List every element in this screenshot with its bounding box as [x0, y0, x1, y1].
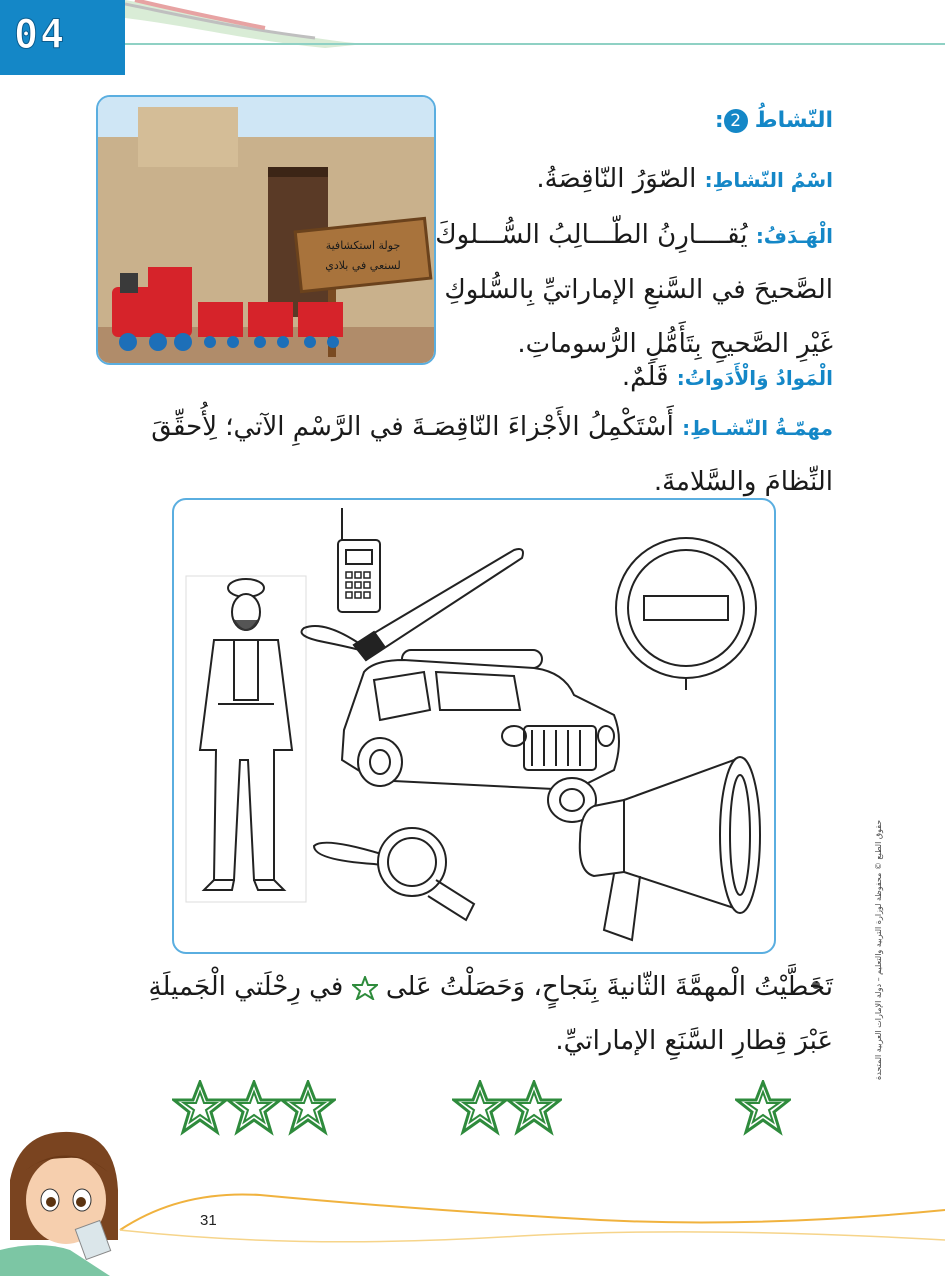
copyright-text: حقوق الطبع © محفوظة لوزارة التربية والتعليم – دولة الإمارات العربية المتحدة: [874, 819, 883, 1080]
police-baton-drawing: [302, 549, 524, 660]
copyright-side-note: [874, 819, 890, 1080]
star-icon[interactable]: [735, 1080, 791, 1136]
activity-goal-label: الْهَـدَفُ:: [755, 224, 833, 248]
activity-name-value: الصّوَرُ النّاقِصَةُ.: [536, 164, 697, 194]
page-number: 31: [200, 1212, 217, 1229]
star-icon: [352, 976, 378, 1000]
bullet-text-start: تَخَطَّيْتُ الْمهمَّةَ الثّانيةَ بِنَجاحٍ، وَحَصَلْتُ عَلى: [385, 972, 833, 1002]
activity-name-label: اسْمُ النّشاطِ:: [704, 168, 833, 192]
activity-title-suffix: :: [714, 108, 724, 133]
activity-goal-row: [413, 208, 833, 371]
star-group-one[interactable]: [735, 1080, 795, 1140]
policeman-drawing: [186, 576, 306, 902]
star-icon[interactable]: [506, 1080, 562, 1136]
activity-tools-label: الْمَوادُ وَالْأَدَواتُ:: [676, 366, 833, 390]
star-icon[interactable]: [452, 1080, 508, 1136]
activity-number-badge: 2: [724, 109, 748, 133]
star-group-three[interactable]: [172, 1080, 342, 1140]
uae-flag-ribbon: [125, 0, 365, 60]
no-entry-sign-drawing: [616, 538, 756, 690]
activity-tools-value: قَلَمٌ.: [621, 362, 669, 392]
activity-name-row: [413, 152, 833, 207]
star-icon[interactable]: [226, 1080, 282, 1136]
header-line: [125, 43, 945, 45]
bullet-paragraph: [103, 960, 833, 1068]
star-icon[interactable]: [172, 1080, 228, 1136]
sign-line-2: لسنعي في بلادي: [325, 259, 401, 272]
sign-line-1: جولة استكشافية: [325, 239, 401, 252]
girl-character-illustration: [0, 1120, 130, 1276]
activity-task-label: مهمّـةُ النّشـاطِ:: [682, 416, 833, 440]
drawing-frame: [172, 498, 776, 954]
unit-number: 04: [14, 12, 67, 58]
activity-goal-value: يُقــــارِنُ الطّـــالِبُ السُّـــلوكَ الصَّحيحَ في السَّنعِ الإماراتيِّ بِالسُّلوكِ غَيْرِ الصَّحيحِ بِتَأَمُّلِ الرُّسوماتِ.: [435, 220, 833, 359]
police-car-drawing: [342, 650, 619, 822]
activity-heading: [715, 108, 833, 133]
bullet-text-end: في رِحْلَتي الْجَميلَةِ عَبْرَ قِطارِ السَّنَعِ الإماراتيِّ.: [148, 972, 833, 1056]
star-group-two[interactable]: [452, 1080, 567, 1140]
activity-task-row: [103, 400, 833, 509]
footer-curve: [0, 1150, 945, 1276]
walkie-talkie-drawing: [338, 508, 380, 612]
activity-tools-row: [413, 350, 833, 405]
star-icon[interactable]: [280, 1080, 336, 1136]
heritage-photo: [96, 95, 436, 365]
megaphone-drawing: [580, 757, 760, 940]
magnifier-drawing: [314, 828, 474, 920]
activity-title: النّشاطُ: [754, 108, 833, 133]
activity-task-value: أَسْتَكْمِلُ الأَجْزاءَ النّاقِصَـةَ في الرَّسْمِ الآتي؛ لِأُحقِّقَ النِّظامَ والسَّلامةَ.: [151, 412, 833, 497]
